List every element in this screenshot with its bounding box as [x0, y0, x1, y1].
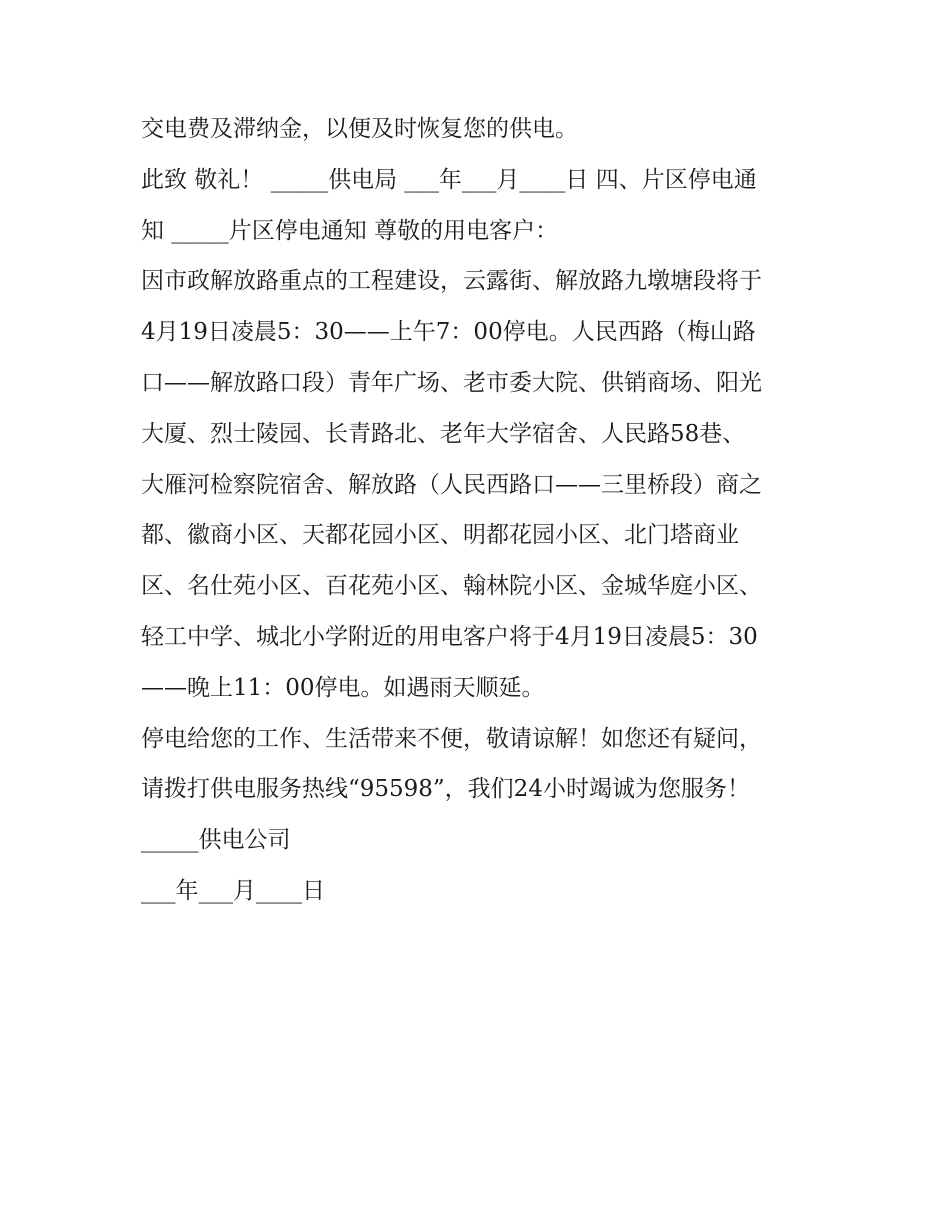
text-line: 请拨打供电服务热线“95598”，我们24小时竭诚为您服务！ — [141, 776, 750, 803]
text-line: 此致 敬礼！ _____供电局 ___年___月____日 四、片区停电通 — [141, 166, 757, 193]
text-line: ——晚上11：00停电。如遇雨天顺延。 — [141, 674, 545, 701]
text-line: 4月19日凌晨5：30——上午7：00停电。人民西路（梅山路 — [141, 319, 756, 346]
text-line: 大厦、烈士陵园、长青路北、老年大学宿舍、人民路58巷、 — [141, 420, 746, 447]
text-line: 因市政解放路重点的工程建设，云露街、解放路九墩塘段将于 — [141, 268, 762, 295]
text-line: 都、徽商小区、天都花园小区、明都花园小区、北门塔商业 — [141, 522, 739, 549]
text-line: 停电给您的工作、生活带来不便，敬请谅解！如您还有疑问， — [141, 725, 762, 752]
text-line: 口——解放路口段）青年广场、老市委大院、供销商场、阳光 — [141, 369, 762, 396]
text-line: 轻工中学、城北小学附近的用电客户将于4月19日凌晨5：30 — [141, 623, 758, 650]
text-line: 区、名仕苑小区、百花苑小区、翰林院小区、金城华庭小区、 — [141, 573, 762, 600]
notice-body — [141, 104, 821, 917]
text-line: 交电费及滞纳金，以便及时恢复您的供电。 — [141, 116, 578, 142]
signature-date: ___年___月____日 — [141, 877, 325, 904]
text-line: 知 _____片区停电通知 尊敬的用电客户： — [141, 217, 559, 244]
text-line: 大雁河检察院宿舍、解放路（人民西路口——三里桥段）商之 — [141, 471, 762, 498]
signature-company: _____供电公司 — [141, 827, 291, 854]
